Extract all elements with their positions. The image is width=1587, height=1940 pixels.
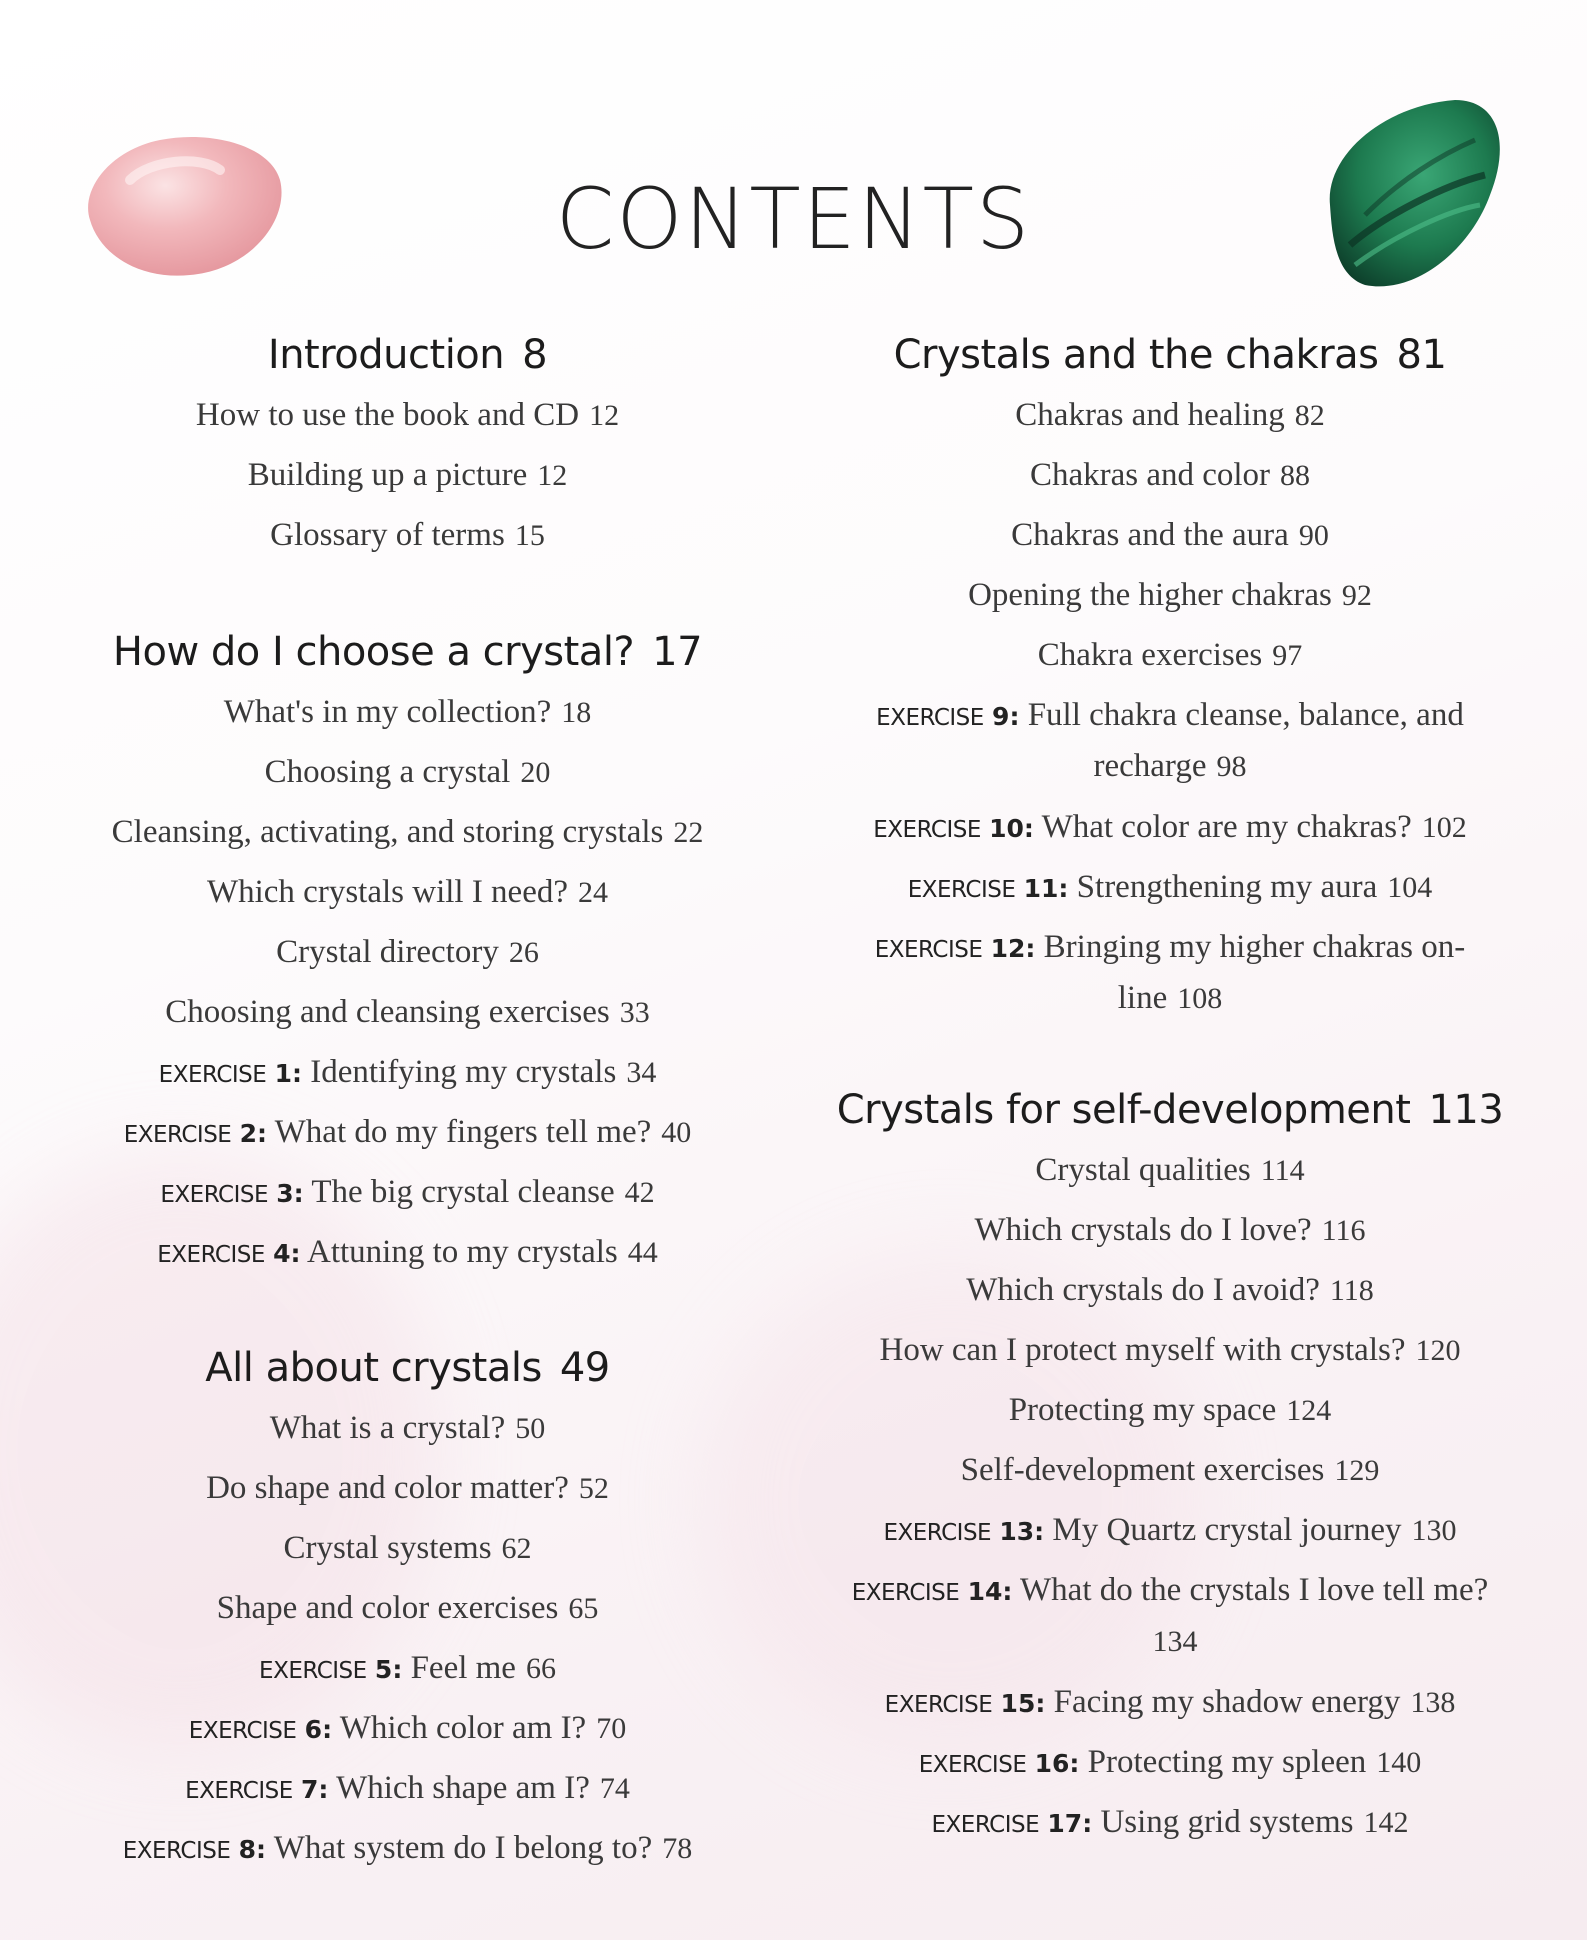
toc-entry[interactable]: Crystal qualities 114 [1035,1152,1305,1188]
toc-entry[interactable]: Shape and color exercises 65 [216,1590,599,1626]
exercise-entry[interactable]: EXERCISE 2: What do my fingers tell me? 40 [123,1114,692,1150]
exercise-entry[interactable]: EXERCISE 3: The big crystal cleanse 42 [160,1174,655,1210]
toc-entry[interactable]: Opening the higher chakras 92 [968,577,1372,613]
toc-entry[interactable]: Which crystals do I love? 116 [974,1212,1366,1248]
exercise-entry[interactable]: EXERCISE 7: Which shape am I? 74 [185,1770,630,1806]
toc-entry[interactable]: Crystal directory 26 [276,934,539,970]
exercise-entry[interactable]: EXERCISE 1: Identifying my crystals 34 [158,1054,657,1090]
toc-section [35,325,780,565]
exercise-entry[interactable]: EXERCISE 15: Facing my shadow energy 138 [884,1684,1456,1720]
toc-entry[interactable]: What is a crystal? 50 [269,1410,546,1446]
toc-entry[interactable]: Chakras and color 88 [1029,457,1311,493]
exercise-entry[interactable]: EXERCISE 8: What system do I belong to? 78 [122,1830,693,1866]
toc-entry[interactable]: Protecting my space 124 [1008,1392,1332,1428]
toc-entry[interactable]: Which crystals will I need? 24 [206,874,609,910]
toc-entry[interactable]: What's in my collection? 18 [223,694,592,730]
exercise-entry[interactable]: EXERCISE 4: Attuning to my crystals 44 [157,1234,658,1270]
exercise-entry[interactable]: EXERCISE 13: My Quartz crystal journey 130 [883,1512,1457,1548]
section-heading[interactable]: All about crystals 49 [205,1345,610,1391]
exercise-entry[interactable]: EXERCISE 12: Bringing my higher chakras on-line 108 [874,929,1466,1016]
section-heading[interactable]: Crystals for self-development 113 [836,1087,1504,1133]
section-heading[interactable]: How do I choose a crystal? 17 [112,629,703,675]
exercise-entry[interactable]: EXERCISE 17: Using grid systems 142 [931,1804,1409,1840]
toc-entry[interactable]: How can I protect myself with crystals? 120 [879,1332,1461,1368]
toc-entry[interactable]: Self-development exercises 129 [960,1452,1380,1488]
toc-entry[interactable]: Crystal systems 62 [283,1530,532,1566]
section-heading[interactable]: Crystals and the chakras 81 [893,332,1447,378]
exercise-entry[interactable]: EXERCISE 5: Feel me 66 [259,1650,556,1686]
toc-entry[interactable]: Do shape and color matter? 52 [206,1470,609,1506]
toc-entry[interactable]: How to use the book and CD 12 [195,397,620,433]
toc-entry[interactable]: Chakras and healing 82 [1015,397,1325,433]
toc-entry[interactable]: Which crystals do I avoid? 118 [966,1272,1374,1308]
page-title: CONTENTS [555,170,1032,268]
toc-entry[interactable]: Cleansing, activating, and storing crystals 22 [111,814,704,850]
toc-section [790,325,1550,1029]
exercise-entry[interactable]: EXERCISE 11: Strengthening my aura 104 [907,869,1433,905]
toc-entry[interactable]: Choosing a crystal 20 [264,754,551,790]
toc-entry[interactable]: Glossary of terms 15 [270,517,545,553]
exercise-entry[interactable]: EXERCISE 16: Protecting my spleen 140 [918,1744,1422,1780]
exercise-entry[interactable]: EXERCISE 6: Which color am I? 70 [188,1710,627,1746]
exercise-entry[interactable]: EXERCISE 10: What color are my chakras? 102 [873,809,1467,845]
toc-section [790,1080,1550,1852]
exercise-entry[interactable]: EXERCISE 9: Full chakra cleanse, balance, and recharge 98 [876,697,1464,784]
section-heading[interactable]: Introduction 8 [267,332,548,378]
toc-entry[interactable]: Chakras and the aura 90 [1011,517,1329,553]
toc-section [35,1338,780,1878]
toc-entry[interactable]: Chakra exercises 97 [1037,637,1303,673]
exercise-entry[interactable]: EXERCISE 14: What do the crystals I love tell me?134 [851,1572,1489,1658]
toc-section [35,622,780,1282]
toc-entry[interactable]: Choosing and cleansing exercises 33 [165,994,650,1030]
toc-entry[interactable]: Building up a picture 12 [247,457,568,493]
